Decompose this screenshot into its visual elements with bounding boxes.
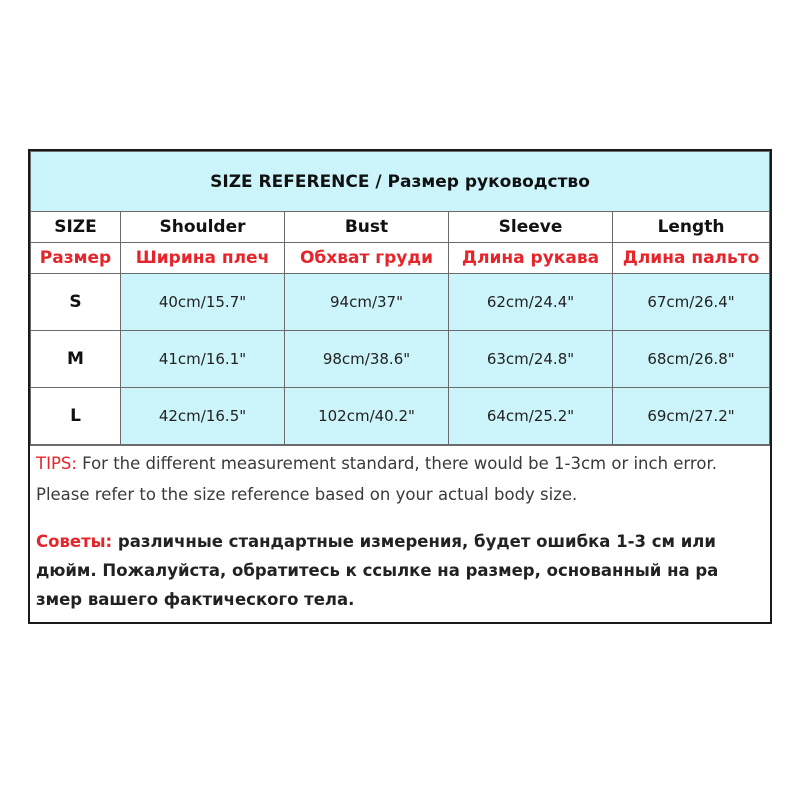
tips-ru-text: различные стандартные измерения, будет ошибка 1-3 см или дюйм. Пожалуйста, обратитесь к ссылке на размер, основанный на ра змер вашего фактического тела. [36,532,719,609]
header-shoulder: Shoulder [121,212,285,243]
table-row-s [31,274,770,331]
sleeve-value: 63cm/24.8" [449,331,613,388]
bust-value: 98cm/38.6" [285,331,449,388]
bust-value: 102cm/40.2" [285,388,449,445]
header-bust-ru: Обхват груди [285,243,449,274]
header-size-ru: Размер [31,243,121,274]
sleeve-value: 64cm/25.2" [449,388,613,445]
size-label: L [31,388,121,445]
shoulder-value: 40cm/15.7" [121,274,285,331]
tips-en-label: TIPS: [36,454,77,473]
header-length-ru: Длина пальто [613,243,770,274]
tips-ru [36,527,764,614]
tips-ru-label: Советы: [36,532,113,551]
title-row [31,152,770,212]
header-shoulder-ru: Ширина плеч [121,243,285,274]
bust-value: 94cm/37" [285,274,449,331]
tips-en-text: For the different measurement standard, there would be 1-3cm or inch error. Please refer to the size reference based on your actual body size. [36,454,717,504]
table-row-m [31,331,770,388]
size-table [30,151,770,445]
size-label: S [31,274,121,331]
table-row-l [31,388,770,445]
tips-section [30,445,770,622]
header-row-en [31,212,770,243]
length-value: 69cm/27.2" [613,388,770,445]
header-length: Length [613,212,770,243]
size-chart [28,149,772,624]
length-value: 68cm/26.8" [613,331,770,388]
sleeve-value: 62cm/24.4" [449,274,613,331]
size-label: M [31,331,121,388]
table-title: SIZE REFERENCE / Размер руководство [31,152,770,212]
header-row-ru [31,243,770,274]
shoulder-value: 42cm/16.5" [121,388,285,445]
header-size: SIZE [31,212,121,243]
header-sleeve: Sleeve [449,212,613,243]
tips-en [36,448,764,510]
header-bust: Bust [285,212,449,243]
header-sleeve-ru: Длина рукава [449,243,613,274]
shoulder-value: 41cm/16.1" [121,331,285,388]
length-value: 67cm/26.4" [613,274,770,331]
